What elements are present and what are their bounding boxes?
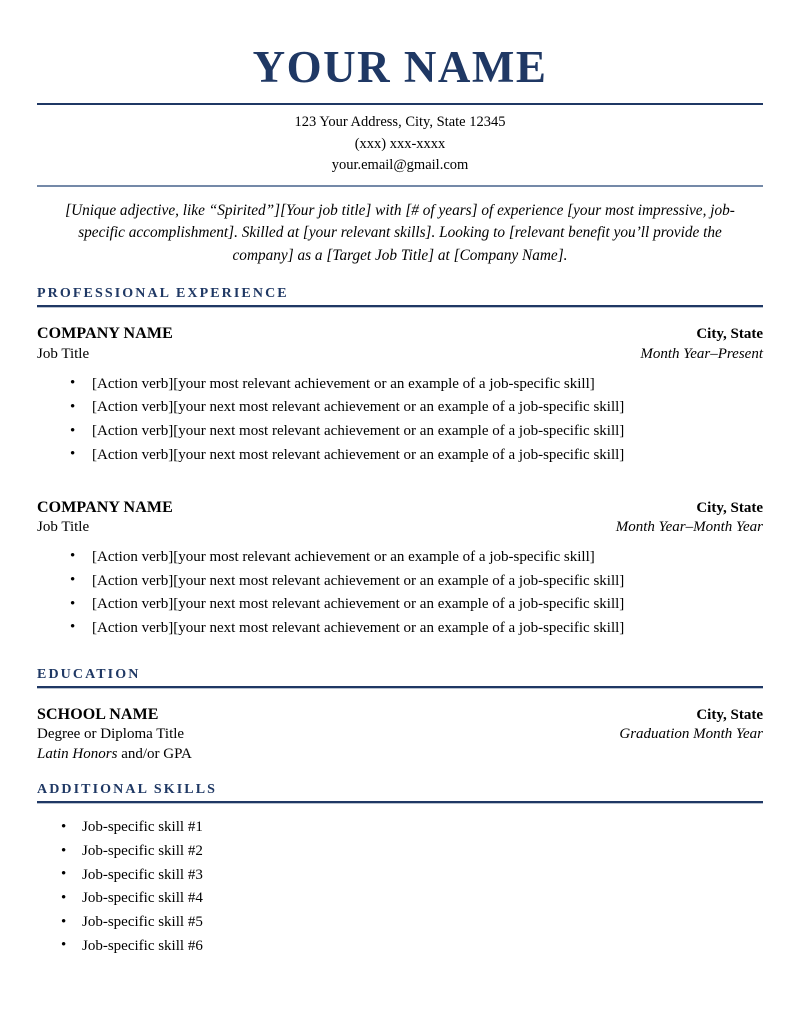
list-item: • [Action verb][your next most relevant achievement or an example of a job-specific skill] [37,593,763,617]
section-title-experience: PROFESSIONAL EXPERIENCE [37,286,289,302]
list-item: • [Action verb][your next most relevant achievement or an example of a job-specific skill] [37,444,763,468]
company-location: City, State [696,326,763,343]
contact-email: your.email@gmail.com [331,157,469,174]
list-item: • [Action verb][your next most relevant achievement or an example of a job-specific skill] [37,617,763,641]
experience-entry-subheader [37,345,763,365]
section-divider-experience [37,305,763,308]
contact-address: 123 Your Address, City, State 12345 [294,114,506,131]
education-entry [37,691,763,765]
company-location: City, State [696,499,763,516]
company-name: COMPANY NAME [37,325,173,343]
experience-entry-header [37,498,763,519]
list-item: • [Action verb][your most relevant achievement or an example of a job-specific skill] [37,373,763,397]
experience-bullet-list [37,373,763,468]
latin-honors-label: Latin Honors [37,745,118,762]
section-professional-experience [37,286,763,640]
list-item: • Job-specific skill #6 [37,935,763,959]
company-name: COMPANY NAME [37,498,173,516]
employment-dates: Month Year–Present [640,346,763,363]
contact-phone: (xxx) xxx-xxxx [354,135,446,152]
skills-list [37,816,763,958]
section-divider-skills [37,801,763,804]
education-entry-subheader [37,725,763,745]
contact-block [37,105,763,184]
list-item: • Job-specific skill #2 [37,840,763,864]
resume-header [37,44,763,187]
section-title-education: EDUCATION [37,666,141,682]
graduation-date: Graduation Month Year [619,726,763,743]
section-divider-education [37,686,763,689]
job-title: Job Title [37,519,90,536]
employment-dates: Month Year–Month Year [615,519,763,536]
education-entry-header [37,705,763,726]
section-additional-skills [37,782,763,958]
degree-title: Degree or Diploma Title [37,726,185,743]
section-education [37,667,763,765]
list-item: • [Action verb][your most relevant achievement or an example of a job-specific skill] [37,546,763,570]
job-title: Job Title [37,346,90,363]
list-item: • Job-specific skill #1 [37,816,763,840]
list-item: • Job-specific skill #5 [37,911,763,935]
list-item: • [Action verb][your next most relevant achievement or an example of a job-specific skill] [37,570,763,594]
list-item: • [Action verb][your next most relevant achievement or an example of a job-specific skill] [37,396,763,420]
section-spacer [37,641,763,663]
list-item: • Job-specific skill #4 [37,887,763,911]
list-item: • Job-specific skill #3 [37,864,763,888]
list-item: • [Action verb][your next most relevant achievement or an example of a job-specific skill] [37,420,763,444]
school-name: SCHOOL NAME [37,705,159,723]
section-title-skills: ADDITIONAL SKILLS [37,782,218,798]
professional-summary: [Unique adjective, like “Spirited”][Your job title] with [# of years] of experience [your most impressive, job-specific accomplishment]. Skilled at [your relevant skills]. Looking to [relevant benefit you’ll provide the company] as a [Target Job Title] at [Company Name]. [65,201,735,264]
experience-entry-subheader [37,518,763,538]
experience-entry [37,468,763,641]
experience-entry [37,310,763,467]
education-honors [37,745,763,765]
candidate-name: YOUR NAME [252,42,548,92]
gpa-label: and/or GPA [117,745,192,762]
experience-entry-header [37,324,763,345]
school-location: City, State [696,706,763,723]
experience-bullet-list [37,546,763,641]
